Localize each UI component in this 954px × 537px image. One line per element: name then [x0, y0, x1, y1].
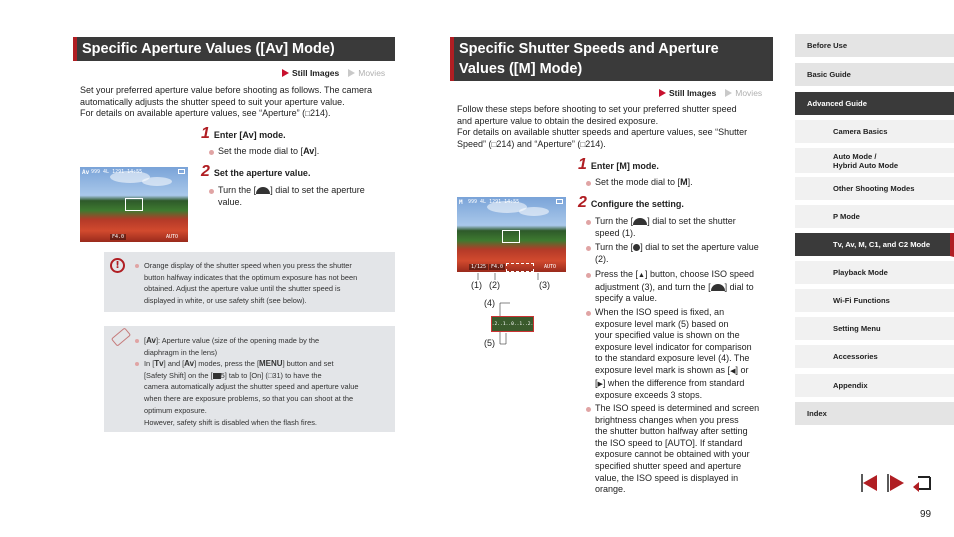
nav-item-label: Index [807, 409, 827, 418]
pencil-note-icon [111, 327, 131, 346]
iso-readout: AUTO [543, 264, 556, 270]
right-mode-indicator [659, 88, 762, 98]
book-ref-icon: □ [305, 109, 310, 118]
af-frame [502, 230, 520, 243]
top-info-readout: 999 4L 1291 14:55 [468, 199, 520, 205]
shutter-readout: 1/125 [471, 264, 487, 270]
left-mode-indicator [282, 68, 385, 78]
bullet-iso: Press the [▲] button, choose ISO speed adjustment (3), and turn the [ ] dial to specify a value. [585, 269, 775, 305]
nav-item-label: Other Shooting Modes [833, 184, 915, 193]
callout-4: (4) [484, 298, 495, 308]
nav-item-label: Tv, Av, M, C1, and C2 Mode [833, 240, 931, 249]
right-intro: Follow these steps before shooting to set your preferred shutter speed and aperture value to obtain the desired exposure. For details on available shutter speeds and aperture values, see “Shutter Speed” (□214) and “Aperture” (□214). [457, 104, 748, 149]
callout-3: (3) [539, 280, 550, 290]
av-mode-icon: Av [146, 336, 156, 345]
callout-5: (5) [484, 338, 495, 348]
left-arrow-mark-icon: ◀ [730, 367, 736, 375]
av-mode-screen-photo [80, 167, 188, 242]
movies-label: Movies [735, 88, 763, 98]
book-ref-icon: □ [580, 139, 586, 149]
av-mode-icon: Av [184, 359, 195, 368]
right-step-1: 1 Enter [M] mode. [578, 156, 659, 173]
m-mode-icon: M [619, 161, 627, 171]
nav-item-appendix[interactable] [795, 374, 954, 398]
iso-readout: AUTO [165, 234, 178, 240]
camera-tab-icon [213, 373, 221, 379]
callout-lines [470, 260, 550, 350]
dial-icon [256, 187, 270, 194]
return-button[interactable] [912, 474, 932, 492]
return-icon [912, 474, 932, 492]
dial-icon [711, 284, 725, 291]
still-images-icon [659, 89, 666, 97]
bullet-aperture: Turn the [ ] dial to set the aperture value (2). [585, 242, 775, 265]
next-page-button[interactable] [887, 474, 905, 492]
shooting-mode-label: Av [82, 169, 90, 176]
right-step-1-bullet: Set the mode dial to [M]. [585, 177, 765, 189]
nav-item-label: Before Use [807, 41, 848, 50]
note-1: [Av]: Aperture value (size of the opening made by the diaphragm in the lens) [135, 335, 390, 358]
av-mode-icon: Av [303, 146, 315, 156]
nav-item-p-mode[interactable] [795, 205, 954, 229]
top-right-icon [556, 199, 563, 204]
right-section-title: Specific Shutter Speeds and Aperture Values ([M] Mode) [450, 37, 773, 81]
right-arrow-mark-icon: ▶ [597, 380, 603, 388]
nav-item-auto-mode[interactable] [795, 148, 954, 174]
caution-icon: ! [110, 258, 125, 273]
notes-box [104, 326, 395, 432]
nav-item-label: Auto Mode / Hybrid Auto Mode [833, 151, 899, 170]
up-button-icon: ▲ [638, 272, 645, 279]
tv-mode-icon: Tv [154, 359, 164, 368]
aperture-readout: F4.0 [491, 264, 504, 270]
left-intro: Set your preferred aperture value before shooting as follows. The camera automatically adjusts the shutter speed to suit your aperture value. For details on available aperture values, see “Aperture” (□214). [80, 85, 372, 118]
left-step-2-bullet: Turn the [ ] dial to set the aperture value. [208, 185, 394, 208]
book-ref-icon: □ [267, 370, 273, 380]
nav-item-label: Appendix [833, 381, 868, 390]
nav-item-other-shooting-modes[interactable] [795, 177, 954, 201]
m-mode-icon: M [680, 177, 688, 187]
shooting-mode-label: M [459, 199, 463, 206]
exposure-scale: 3..2..1..0..1..2..3 [486, 321, 539, 327]
exposure-level-indicator-zoom [486, 316, 539, 332]
nav-item-label: Accessories [833, 352, 878, 361]
still-images-label: Still Images [292, 68, 340, 78]
nav-item-basic-guide[interactable] [795, 63, 954, 87]
nav-item-label: Basic Guide [807, 70, 851, 79]
bullet-iso-auto: The ISO speed is determined and screen brightness changes when you press the shutter button halfway after setting the ISO speed to [AUTO]. If standard exposure cannot be obtained with your specified shutter speed and aperture value, the ISO speed is displayed in orange. [585, 403, 777, 496]
left-step-2: 2 Set the aperture value. [201, 163, 311, 180]
step-number: 2 [201, 163, 210, 180]
av-mode-icon: Av [242, 130, 254, 140]
note-2: In [Tv] and [Av] modes, press the [MENU] button and set [Safety Shift] on the [ 5] tab to [On] (□31) to have the camera automatically adjust the shutter speed and aperture value when there are exposure problems, so that you can shoot at the optimum exposure. However, safety shift is disabled when the flash fires. [135, 358, 393, 428]
step-number: 1 [578, 156, 587, 173]
nav-item-label: P Mode [833, 212, 860, 221]
left-section-title: Specific Aperture Values ([Av] Mode) [73, 37, 395, 61]
step-number: 2 [578, 194, 587, 211]
nav-item-advanced-guide[interactable] [795, 92, 954, 116]
bullet-shutter: Turn the [ ] dial to set the shutter speed (1). [585, 216, 775, 239]
movies-label: Movies [358, 68, 386, 78]
aperture-readout: F4.0 [112, 234, 125, 240]
movies-icon [725, 89, 732, 97]
nav-item-accessories[interactable] [795, 345, 954, 369]
prev-arrow-icon [861, 474, 879, 492]
nav-item-index[interactable] [795, 402, 954, 426]
nav-item-label: Advanced Guide [807, 99, 867, 108]
nav-item-label: Wi-Fi Functions [833, 296, 890, 305]
nav-item-label: Playback Mode [833, 268, 888, 277]
step-number: 1 [201, 125, 210, 142]
nav-item-camera-basics[interactable] [795, 120, 954, 144]
nav-item-setting-menu[interactable] [795, 317, 954, 341]
book-ref-icon: □ [491, 139, 497, 149]
movies-icon [348, 69, 355, 77]
nav-item-tv-av-m-c1-and-c2-mode[interactable] [795, 233, 954, 257]
nav-item-label: Camera Basics [833, 127, 888, 136]
bullet-exposure-level: When the ISO speed is fixed, an exposure level mark (5) based on your specified value is shown on the exposure level indicator for comparison to the standard exposure level (4). The exposure level mark is shown as [◀] or [▶] when the difference from standard exposure exceeds 3 stops. [585, 307, 775, 402]
caution-box [104, 252, 395, 312]
still-images-label: Still Images [669, 88, 717, 98]
left-step-1: 1 Enter [Av] mode. [201, 125, 286, 142]
menu-button-icon: MENU [259, 359, 283, 368]
nav-item-playback-mode[interactable] [795, 261, 954, 285]
callout-1: (1) [471, 280, 482, 290]
top-info-readout: 999 4L 1291 14:55 [91, 169, 143, 175]
left-step-1-bullet: Set the mode dial to [Av]. [208, 146, 388, 158]
af-frame [125, 198, 143, 211]
dial-icon [633, 218, 647, 225]
caution-text: Orange display of the shutter speed when you press the shutter button halfway indicates that the optimum exposure has not been obtained. Adjust the aperture value until the shutter speed is displayed in white, or use safety shift (see below). [135, 260, 390, 307]
right-step-2: 2 Configure the setting. [578, 194, 684, 211]
page-number: 99 [920, 509, 932, 520]
next-arrow-icon [887, 474, 905, 492]
callout-2: (2) [489, 280, 500, 290]
nav-item-label: Setting Menu [833, 324, 881, 333]
prev-page-button[interactable] [861, 474, 879, 492]
top-right-icon [178, 169, 185, 174]
nav-item-wi-fi-functions[interactable] [795, 289, 954, 313]
still-images-icon [282, 69, 289, 77]
nav-item-before-use[interactable] [795, 34, 954, 58]
